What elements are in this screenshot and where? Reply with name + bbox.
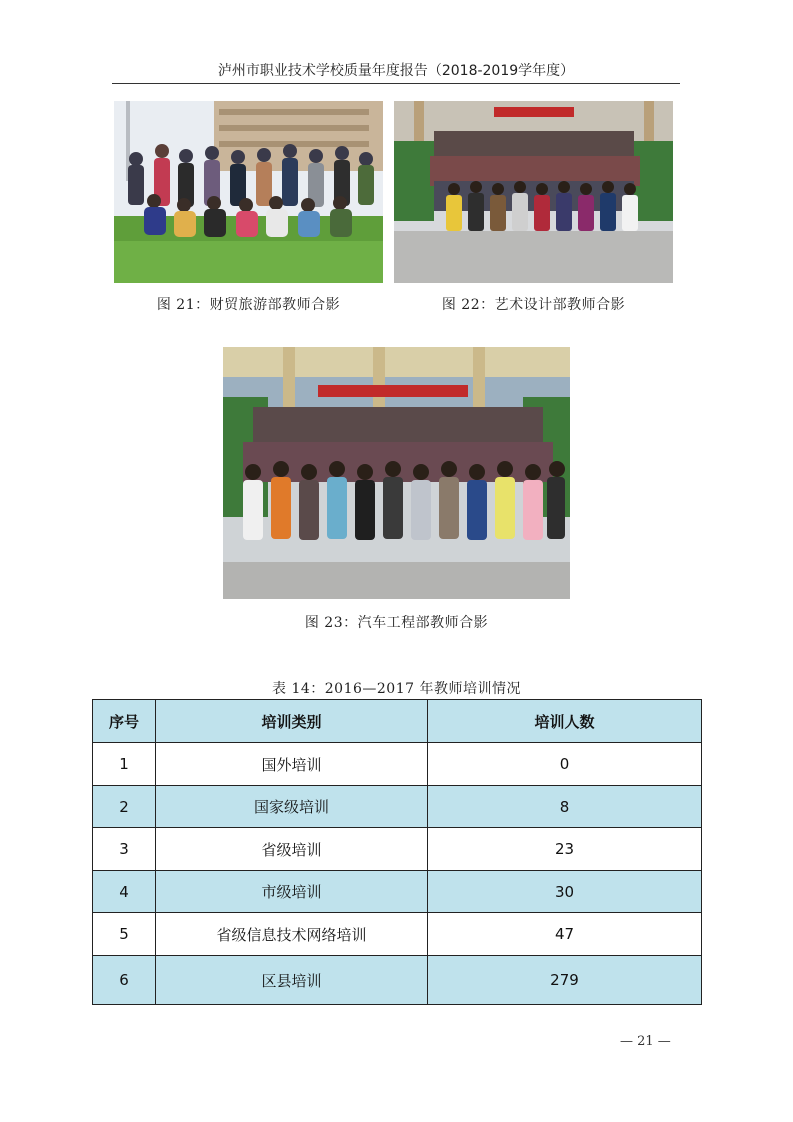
table-header-row xyxy=(93,700,702,743)
table-row xyxy=(93,743,702,786)
row-category: 国家级培训 xyxy=(156,786,428,828)
row-category: 国外培训 xyxy=(156,743,428,786)
header-trainee-count: 培训人数 xyxy=(428,700,702,743)
page-header: 泸州市职业技术学校质量年度报告（2018-2019学年度） xyxy=(217,63,575,79)
photo-art-design-teachers xyxy=(394,101,673,283)
photo-finance-tourism-teachers xyxy=(114,101,383,283)
row-number: 1 xyxy=(93,743,156,786)
table-row xyxy=(93,828,702,871)
row-category: 市级培训 xyxy=(156,871,428,913)
photo-automotive-engineering-teachers xyxy=(223,347,570,599)
caption-figure-22: 图 22：艺术设计部教师合影 xyxy=(441,297,626,313)
row-count: 30 xyxy=(428,871,702,913)
caption-figure-21: 图 21：财贸旅游部教师合影 xyxy=(156,297,341,313)
row-count: 8 xyxy=(428,786,702,828)
row-number: 5 xyxy=(93,913,156,956)
row-number: 4 xyxy=(93,871,156,913)
page-number: — 21 — xyxy=(620,1034,671,1049)
table-row xyxy=(93,956,702,1005)
row-count: 23 xyxy=(428,828,702,871)
teacher-training-table xyxy=(92,699,702,1005)
table-caption: 表 14：2016—2017 年教师培训情况 xyxy=(272,681,521,697)
row-count: 47 xyxy=(428,913,702,956)
row-category: 省级培训 xyxy=(156,828,428,871)
row-count: 279 xyxy=(428,956,702,1005)
row-category: 省级信息技术网络培训 xyxy=(156,913,428,956)
row-number: 2 xyxy=(93,786,156,828)
header-training-category: 培训类别 xyxy=(156,700,428,743)
row-count: 0 xyxy=(428,743,702,786)
table-row xyxy=(93,786,702,828)
row-number: 3 xyxy=(93,828,156,871)
header-rule xyxy=(112,83,680,84)
header-serial-number: 序号 xyxy=(93,700,156,743)
table-row xyxy=(93,871,702,913)
table-row xyxy=(93,913,702,956)
caption-figure-23: 图 23：汽车工程部教师合影 xyxy=(304,615,489,631)
row-number: 6 xyxy=(93,956,156,1005)
row-category: 区县培训 xyxy=(156,956,428,1005)
